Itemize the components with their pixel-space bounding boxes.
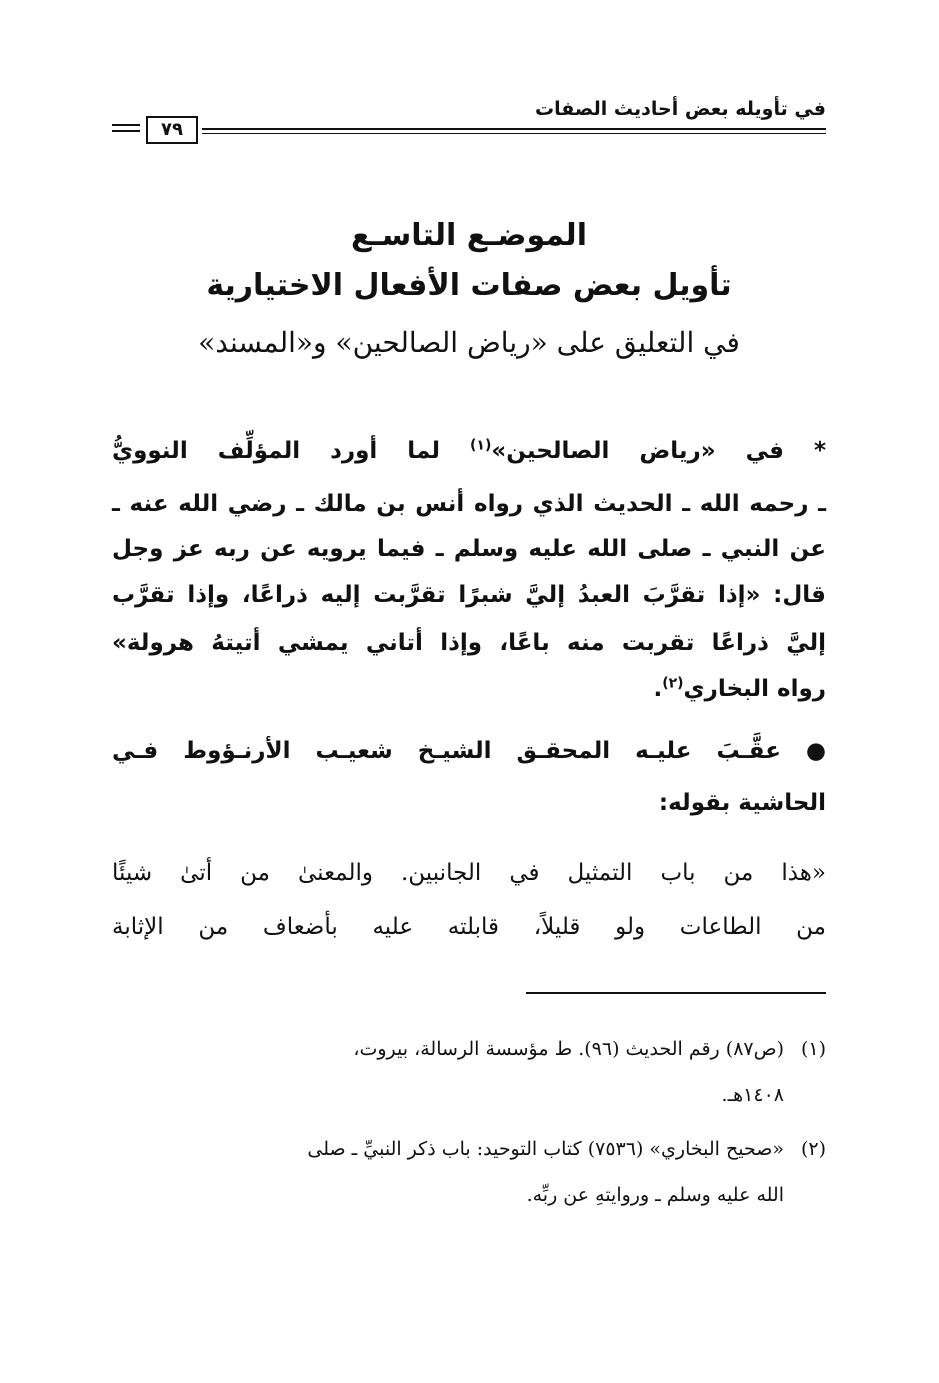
footnote-ref: (١) <box>470 437 492 454</box>
body-text: . <box>653 676 663 702</box>
footnote-number: (٢) <box>800 1138 826 1160</box>
page-number: ٧٩ <box>146 116 198 144</box>
footnote-text: (ص٨٧) رقم الحديث (٩٦). ط مؤسسة الرسالة، بيروت، <box>353 1038 784 1060</box>
body-line: إليَّ ذراعًا تقربت منه باعًا، وإذا أتاني يمشي أتيتهُ هرولة» <box>112 630 826 656</box>
footnote-2-continued: الله عليه وسلم ـ وروايتهِ عن ربِّه. <box>526 1184 784 1206</box>
body-text: لما أورد المؤلِّف النوويُّ <box>112 438 470 464</box>
footnote-text: «صحيح البخاري» (٧٥٣٦) كتاب التوحيد: باب ذكر النبيِّ ـ صلى <box>307 1138 784 1160</box>
section-subtitle: تأويل بعض صفات الأفعال الاختيارية <box>206 268 732 303</box>
footnote-number: (١) <box>800 1038 826 1060</box>
footnote-1-continued: ١٤٠٨هـ. <box>721 1084 784 1106</box>
running-header-title: في تأويله بعض أحاديث الصفات <box>534 98 826 120</box>
body-line: ● عقَّـبَ عليـه المحقـق الشيـخ شعيـب الأرنـؤوط فـي <box>112 738 826 764</box>
body-text: رواه البخاري <box>683 676 826 702</box>
body-line <box>112 438 826 464</box>
body-text: * في «رياض الصالحين» <box>491 438 826 464</box>
running-header <box>112 92 826 152</box>
body-line: عن النبي ـ صلى الله عليه وسلم ـ فيما يرويه عن ربه عز وجل <box>112 536 826 562</box>
body-line: «هذا من باب التمثيل في الجانبين. والمعنىٰ من أتىٰ شيئًا <box>112 860 826 886</box>
body-line: الحاشية بقوله: <box>658 790 826 816</box>
body-line: قال: «إذا تقرَّبَ العبدُ إليَّ شبرًا تقرَّبت إليه ذراعًا، وإذا تقرَّب <box>112 582 826 608</box>
header-rule <box>202 128 826 134</box>
footnote-2 <box>112 1138 826 1160</box>
body-line <box>112 676 826 702</box>
body-line: من الطاعات ولو قليلاً، قابلته عليه بأضعاف من الإثابة <box>112 914 826 940</box>
body-line: ـ رحمه الله ـ الحديث الذي رواه أنس بن مالك ـ رضي الله عنه ـ <box>112 491 826 517</box>
section-title: الموضـع التاسـع <box>351 218 587 253</box>
footnote-ref: (٢) <box>662 675 684 692</box>
section-context: في التعليق على «رياض الصالحين» و«المسند» <box>198 326 740 359</box>
footnote-1 <box>112 1038 826 1060</box>
footnote-separator <box>526 992 826 994</box>
header-double-dash <box>112 124 140 132</box>
